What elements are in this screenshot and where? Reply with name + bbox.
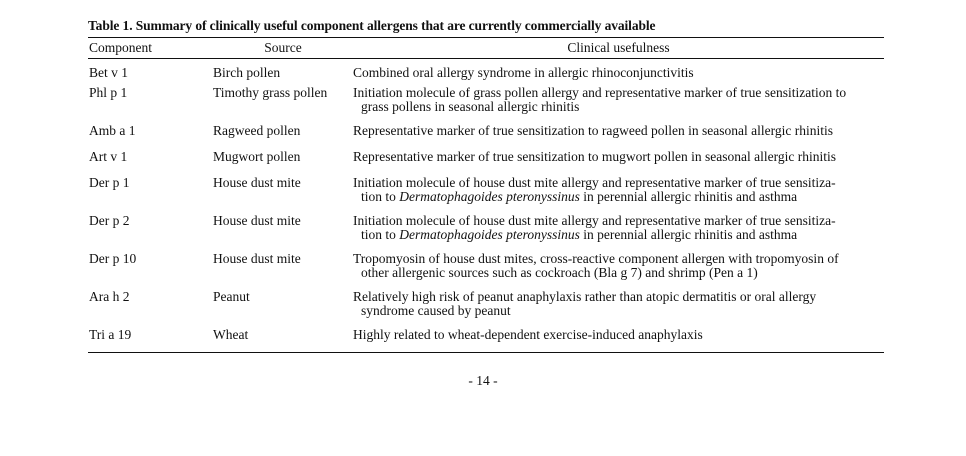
- usefulness-line: Initiation molecule of grass pollen allergy and representative marker of true sensitization to: [353, 85, 847, 100]
- header-source: Source: [213, 38, 353, 59]
- cell-usefulness: [353, 288, 884, 326]
- cell-usefulness: [353, 326, 884, 353]
- usefulness-line-cont: [353, 228, 884, 242]
- cell-component: Ara h 2: [89, 289, 130, 304]
- table-row: [88, 288, 884, 326]
- usefulness-text: in perennial allergic rhinitis and asthma: [579, 189, 798, 204]
- cell-usefulness: [353, 212, 884, 250]
- species-name: Dermatophagoides pteronyssinus: [399, 189, 580, 204]
- table-row: [88, 174, 884, 212]
- usefulness-line: Initiation molecule of house dust mite allergy and representative marker of true sensitiza-: [353, 175, 836, 190]
- header-component: Component: [88, 38, 213, 59]
- table-row: [88, 212, 884, 250]
- cell-source: Ragweed pollen: [213, 123, 301, 138]
- usefulness-line: Tropomyosin of house dust mites, cross-reactive component allergen with tropomyosin of: [353, 251, 839, 266]
- cell-component: Phl p 1: [89, 85, 128, 100]
- usefulness-line: Initiation molecule of house dust mite allergy and representative marker of true sensitiza-: [353, 213, 836, 228]
- species-name: Dermatophagoides pteronyssinus: [399, 227, 580, 242]
- cell-component: Der p 1: [89, 175, 130, 190]
- usefulness-text: in perennial allergic rhinitis and asthma: [579, 227, 798, 242]
- cell-source: House dust mite: [213, 213, 301, 228]
- cell-component: Der p 2: [89, 213, 130, 228]
- cell-component: Der p 10: [89, 251, 137, 266]
- cell-usefulness: [353, 84, 884, 122]
- usefulness-line: Representative marker of true sensitization to mugwort pollen in seasonal allergic rhinitis: [353, 149, 836, 164]
- cell-component: Amb a 1: [89, 123, 136, 138]
- cell-usefulness: [353, 148, 884, 174]
- usefulness-text: tion to: [361, 227, 400, 242]
- cell-usefulness: [353, 122, 884, 148]
- usefulness-line: Combined oral allergy syndrome in allergic rhinoconjunctivitis: [353, 65, 694, 80]
- cell-usefulness: [353, 250, 884, 288]
- cell-source: House dust mite: [213, 175, 301, 190]
- cell-source: Wheat: [213, 327, 249, 342]
- usefulness-line: Highly related to wheat-dependent exercise-induced anaphylaxis: [353, 327, 703, 342]
- table-row: [88, 59, 884, 85]
- document-page: [88, 18, 884, 353]
- usefulness-line-cont: syndrome caused by peanut: [361, 303, 511, 318]
- table-row: [88, 122, 884, 148]
- cell-component: Bet v 1: [89, 65, 128, 80]
- cell-source: House dust mite: [213, 251, 301, 266]
- table-header-row: [88, 38, 884, 59]
- table-row: [88, 148, 884, 174]
- usefulness-line: Relatively high risk of peanut anaphylaxis rather than atopic dermatitis or oral allergy: [353, 289, 817, 304]
- cell-source: Birch pollen: [213, 65, 281, 80]
- usefulness-line-cont: [353, 190, 884, 204]
- usefulness-text: tion to: [361, 189, 400, 204]
- table-row: [88, 326, 884, 353]
- page-number: - 14 -: [468, 373, 498, 388]
- usefulness-line-cont: other allergenic sources such as cockroach (Bla g 7) and shrimp (Pen a 1): [361, 265, 758, 280]
- cell-source: Mugwort pollen: [213, 149, 301, 164]
- cell-source: Peanut: [213, 289, 250, 304]
- cell-source: Timothy grass pollen: [213, 85, 328, 100]
- allergen-table: [88, 37, 884, 353]
- cell-component: Tri a 19: [89, 327, 132, 342]
- table-row: [88, 84, 884, 122]
- header-clinical-usefulness: Clinical usefulness: [353, 38, 884, 59]
- cell-usefulness: [353, 59, 884, 85]
- usefulness-line: Representative marker of true sensitization to ragweed pollen in seasonal allergic rhinitis: [353, 123, 833, 138]
- cell-component: Art v 1: [89, 149, 128, 164]
- table-row: [88, 250, 884, 288]
- usefulness-line-cont: grass pollens in seasonal allergic rhinitis: [361, 99, 580, 114]
- cell-usefulness: [353, 174, 884, 212]
- table-caption: Table 1. Summary of clinically useful component allergens that are currently commercially available: [88, 18, 656, 33]
